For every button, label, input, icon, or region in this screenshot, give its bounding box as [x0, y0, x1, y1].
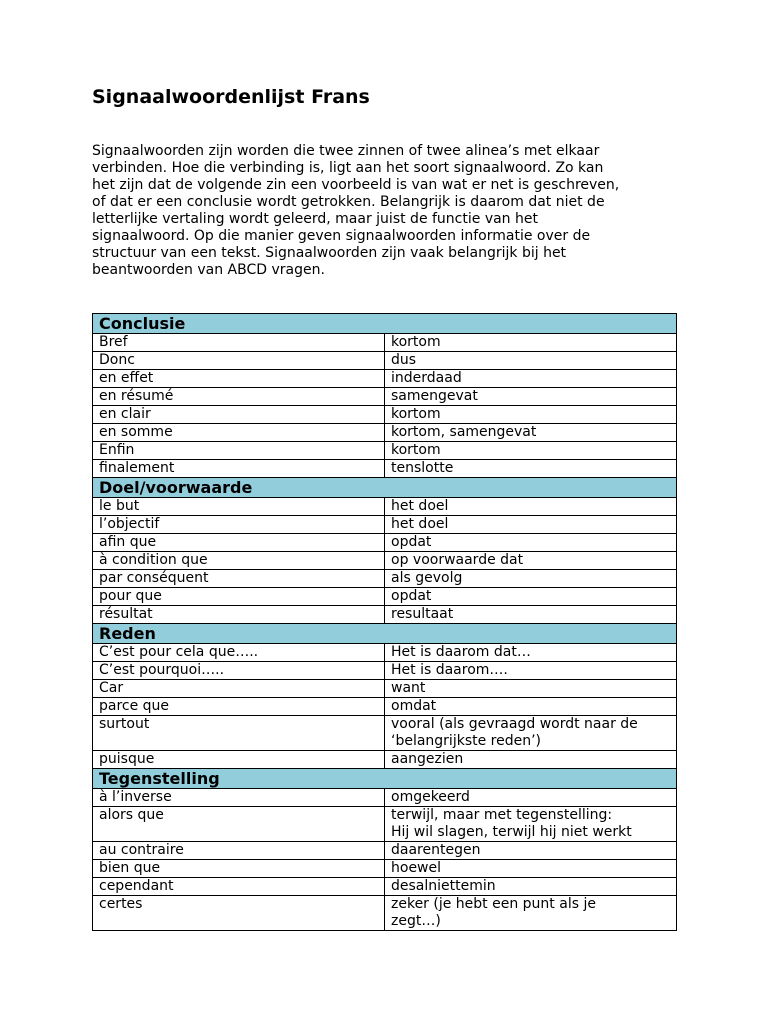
section-heading: Conclusie — [93, 314, 677, 334]
section-heading: Reden — [93, 624, 677, 644]
french-term: surtout — [93, 716, 385, 751]
french-term: parce que — [93, 698, 385, 716]
intro-line: structuur van een tekst. Signaalwoorden zijn vaak belangrijk bij het — [92, 245, 567, 261]
dutch-translation: kortom — [385, 334, 677, 352]
section-header-row — [93, 314, 677, 334]
dutch-translation: daarentegen — [385, 842, 677, 860]
table-row — [93, 570, 677, 588]
dutch-translation: omdat — [385, 698, 677, 716]
cell-line: terwijl, maar met tegenstelling: — [391, 807, 613, 823]
table-row — [93, 552, 677, 570]
table-row — [93, 534, 677, 552]
cell-line: zeker (je hebt een punt als je — [391, 896, 596, 912]
french-term: à condition que — [93, 552, 385, 570]
dutch-translation: opdat — [385, 534, 677, 552]
section-heading: Tegenstelling — [93, 769, 677, 789]
french-term: par conséquent — [93, 570, 385, 588]
dutch-translation — [385, 896, 677, 931]
french-term: afin que — [93, 534, 385, 552]
french-term: pour que — [93, 588, 385, 606]
cell-line: Hij wil slagen, terwijl hij niet werkt — [391, 824, 632, 840]
table-row — [93, 751, 677, 769]
section-header-row — [93, 769, 677, 789]
table-row — [93, 807, 677, 842]
cell-line: zegt…) — [391, 913, 441, 929]
french-term: certes — [93, 896, 385, 931]
table-row — [93, 334, 677, 352]
dutch-translation: aangezien — [385, 751, 677, 769]
dutch-translation: kortom — [385, 442, 677, 460]
dutch-translation: omgekeerd — [385, 789, 677, 807]
dutch-translation: als gevolg — [385, 570, 677, 588]
dutch-translation: want — [385, 680, 677, 698]
table-row — [93, 516, 677, 534]
table-row — [93, 644, 677, 662]
table-row — [93, 352, 677, 370]
dutch-translation: inderdaad — [385, 370, 677, 388]
table-row — [93, 716, 677, 751]
table-row — [93, 698, 677, 716]
french-term: en somme — [93, 424, 385, 442]
french-term: Enfin — [93, 442, 385, 460]
intro-paragraph — [92, 143, 682, 279]
french-term: alors que — [93, 807, 385, 842]
dutch-translation: samengevat — [385, 388, 677, 406]
dutch-translation: tenslotte — [385, 460, 677, 478]
table-row — [93, 860, 677, 878]
table-row — [93, 842, 677, 860]
section-header-row — [93, 624, 677, 644]
french-term: Bref — [93, 334, 385, 352]
french-term: C’est pourquoi….. — [93, 662, 385, 680]
dutch-translation: op voorwaarde dat — [385, 552, 677, 570]
dutch-translation: opdat — [385, 588, 677, 606]
dutch-translation: Het is daarom dat… — [385, 644, 677, 662]
intro-line: Signaalwoorden zijn worden die twee zinnen of twee alinea’s met elkaar — [92, 143, 600, 159]
dutch-translation: hoewel — [385, 860, 677, 878]
table-row — [93, 460, 677, 478]
french-term: le but — [93, 498, 385, 516]
intro-line: signaalwoord. Op die manier geven signaalwoorden informatie over de — [92, 228, 591, 244]
french-term: puisque — [93, 751, 385, 769]
dutch-translation: dus — [385, 352, 677, 370]
table-row — [93, 680, 677, 698]
table-row — [93, 588, 677, 606]
section-header-row — [93, 478, 677, 498]
page-title: Signaalwoordenlijst Frans — [92, 86, 370, 108]
section-heading: Doel/voorwaarde — [93, 478, 677, 498]
french-term: en résumé — [93, 388, 385, 406]
french-term: finalement — [93, 460, 385, 478]
cell-line: ‘belangrijkste reden’) — [391, 733, 542, 749]
french-term: cependant — [93, 878, 385, 896]
french-term: résultat — [93, 606, 385, 624]
dutch-translation: het doel — [385, 516, 677, 534]
table-row — [93, 896, 677, 931]
intro-line: of dat er een conclusie wordt getrokken. Belangrijk is daarom dat niet de — [92, 194, 605, 210]
dutch-translation: kortom, samengevat — [385, 424, 677, 442]
table-row — [93, 789, 677, 807]
french-term: l’objectif — [93, 516, 385, 534]
table-row — [93, 606, 677, 624]
dutch-translation: Het is daarom…. — [385, 662, 677, 680]
french-term: en clair — [93, 406, 385, 424]
signal-words-table — [92, 313, 677, 931]
french-term: Donc — [93, 352, 385, 370]
table-row — [93, 878, 677, 896]
intro-line: beantwoorden van ABCD vragen. — [92, 262, 325, 278]
table-row — [93, 442, 677, 460]
dutch-translation — [385, 807, 677, 842]
dutch-translation — [385, 716, 677, 751]
french-term: C’est pour cela que….. — [93, 644, 385, 662]
table-row — [93, 388, 677, 406]
french-term: au contraire — [93, 842, 385, 860]
dutch-translation: het doel — [385, 498, 677, 516]
dutch-translation: resultaat — [385, 606, 677, 624]
table-row — [93, 406, 677, 424]
intro-line: verbinden. Hoe die verbinding is, ligt aan het soort signaalwoord. Zo kan — [92, 160, 604, 176]
french-term: bien que — [93, 860, 385, 878]
table-row — [93, 424, 677, 442]
french-term: Car — [93, 680, 385, 698]
dutch-translation: desalniettemin — [385, 878, 677, 896]
table-row — [93, 662, 677, 680]
dutch-translation: kortom — [385, 406, 677, 424]
french-term: à l’inverse — [93, 789, 385, 807]
intro-line: letterlijke vertaling wordt geleerd, maar juist de functie van het — [92, 211, 538, 227]
cell-line: vooral (als gevraagd wordt naar de — [391, 716, 638, 732]
french-term: en effet — [93, 370, 385, 388]
table-row — [93, 370, 677, 388]
table-row — [93, 498, 677, 516]
intro-line: het zijn dat de volgende zin een voorbeeld is van wat er net is geschreven, — [92, 177, 620, 193]
